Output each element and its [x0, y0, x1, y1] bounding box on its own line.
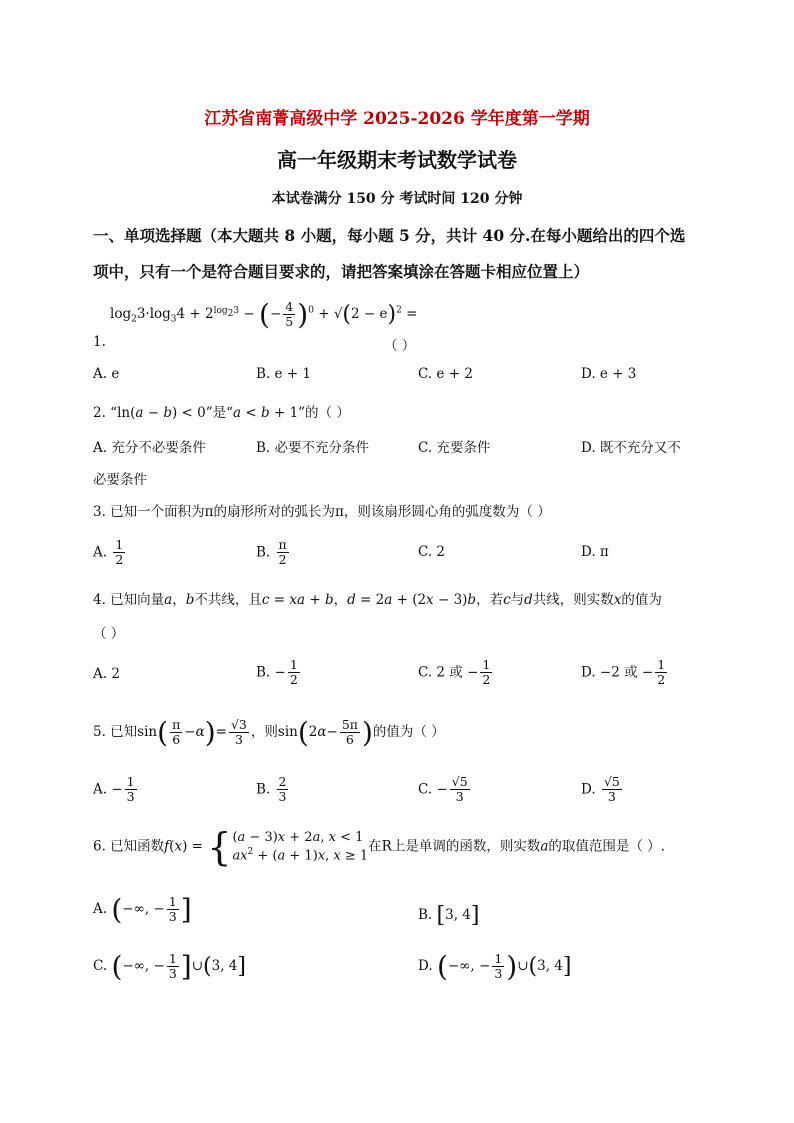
q3-option-c: C. 2	[418, 544, 446, 560]
q4-option-d-label: D. −2 或	[581, 664, 638, 681]
q4-option-c-label: C. 2 或	[418, 664, 463, 681]
q5-option-b-label: B.	[256, 781, 271, 798]
q1-expression: $\log_23\cdot\log_34 + 2^{log_23}$ − (− $\frac{4}{5}$ )$^0 + √(2 - e)^2$ =	[110, 298, 418, 331]
q1-option-d: D. e + 3	[581, 366, 637, 382]
q6-option-c: C. (−∞, − $\frac{1}{3}$ ]∪(3, 4]	[93, 950, 246, 983]
q5-option-c: C. − $\frac{√5}{3}$	[418, 774, 468, 805]
q4-stem: 4. 已知向量a，b不共线，且c = xa + b，d = 2a + (2x − 3)b，若c与d共线，则实数x的值为	[93, 592, 662, 608]
q3-pi-2: π	[335, 504, 344, 520]
q4-text-b: 不共线，且	[194, 592, 262, 608]
q1-option-c: C. e + 2	[418, 366, 473, 382]
q1-option-a: A. e	[93, 366, 120, 382]
q6-text-b: 在	[368, 838, 382, 855]
q4-option-b: B. − $\frac{1}{2}$	[256, 657, 298, 688]
q4-option-d: D. −2 或 − $\frac{1}{2}$	[581, 657, 666, 688]
q6-text-d: 的取值范围是（ ）.	[548, 838, 665, 855]
q4-text-d: 与	[510, 592, 525, 608]
q2-middle: ”是“	[205, 405, 234, 421]
q3-stem	[93, 500, 551, 520]
q6-text-a: 6. 已知函数	[93, 838, 165, 855]
q3-text-b: 的扇形所对的弧长为	[213, 504, 336, 520]
q6-option-b: B. [3, 4]	[418, 903, 480, 928]
q4-option-b-label: B.	[256, 664, 271, 681]
q6-option-c-label: C.	[93, 958, 108, 974]
school-title: 江苏省南菁高级中学 2025-2026 学年度第一学期	[204, 109, 590, 129]
q3-text-c: ，则该扇形圆心角的弧度数为（ ）	[343, 504, 551, 520]
q1-number: 1.	[93, 334, 106, 350]
q6-option-a: A. (−∞, − $\frac{1}{3}$ ]	[93, 893, 192, 926]
q4-text-e: 共线，则实数	[532, 592, 614, 608]
section-heading-line1: 一、单项选择题（本大题共 8 小题，每小题 5 分，共计 40 分.在每小题给出的四个选	[93, 226, 686, 245]
q6-option-a-label: A.	[93, 901, 108, 917]
q4-option-c: C. 2 或 − $\frac{1}{2}$	[418, 657, 491, 688]
q5-stem: 5. 已知sin( $\frac{\pi}{6}$ −α)= $\frac{√3}{3}$ ，则sin(2α− $\frac{5\pi}{6}$ )的值为（ ）	[93, 716, 445, 749]
q1-answer-paren: （ ）	[384, 338, 416, 354]
exam-info: 本试卷满分 150 分 考试时间 120 分钟	[271, 191, 523, 207]
q5-text-c: 的值为（ ）	[372, 724, 445, 740]
q3-option-a-label: A.	[93, 544, 108, 561]
q2-option-b: B. 必要不充分条件	[256, 440, 370, 456]
q6-option-d: D. (−∞, − $\frac{1}{3}$ )∪(3, 4]	[418, 950, 572, 983]
q6-option-b-label: B.	[418, 907, 433, 923]
q3-option-a: A. $\frac{1}{2}$	[93, 537, 124, 568]
q3-option-b: B. $\frac{\pi}{2}$	[256, 537, 287, 568]
section-heading-line2: 项中，只有一个是符合题目要求的，请把答案填涂在答题卡相应位置上）	[93, 262, 590, 281]
q5-option-d: D. $\frac{√5}{3}$	[581, 774, 620, 805]
q4-text-f: 的值为	[621, 592, 662, 608]
q1-option-b: B. e + 1	[256, 366, 311, 382]
q6-option-d-label: D.	[418, 958, 433, 974]
q5-option-b: B. $\frac{2}{3}$	[256, 774, 287, 805]
q5-option-a-label: A.	[93, 781, 108, 798]
q3-option-b-label: B.	[256, 544, 271, 561]
q5-text-a: 5. 已知	[93, 724, 138, 740]
q5-option-a: A. − $\frac{1}{3}$	[93, 774, 135, 805]
q4-option-a: A. 2	[93, 666, 120, 682]
q2-option-c: C. 充要条件	[418, 440, 491, 456]
q2-prefix: 2. “	[93, 405, 118, 421]
q6-R: R	[381, 838, 392, 855]
q3-option-d: D. π	[581, 544, 609, 560]
q5-text-b: ，则	[250, 724, 278, 740]
q2-stem: 2. “ln(a − b) < 0”是“a < b + 1”的（ ）	[93, 405, 350, 421]
q5-option-d-label: D.	[581, 781, 596, 798]
q4-text-a: 4. 已知向量	[93, 592, 165, 608]
q2-option-d-cont: 必要条件	[93, 472, 147, 488]
q2-suffix: ”的（ ）	[298, 405, 350, 421]
q3-text-a: 3. 已知一个面积为	[93, 504, 205, 520]
q4-paren: （ ）	[93, 626, 125, 642]
q2-option-a: A. 充分不必要条件	[93, 440, 206, 456]
q6-text-c: 上是单调的函数，则实数	[391, 838, 541, 855]
q6-stem: 6. 已知函数f(x) = { (a − 3)x + 2a, x < 1 $ax^2 + (a + 1)x$, x ≥ 1 在R上是单调的函数，则实数a的取值范围是（ ）.	[93, 825, 665, 869]
q2-option-d: D. 既不充分又不	[581, 440, 681, 456]
exam-title: 高一年级期末考试数学试卷	[277, 148, 517, 172]
q4-text-c: ，若	[476, 592, 504, 608]
q3-pi-1: π	[204, 504, 214, 520]
q5-option-c-label: C.	[418, 781, 433, 798]
